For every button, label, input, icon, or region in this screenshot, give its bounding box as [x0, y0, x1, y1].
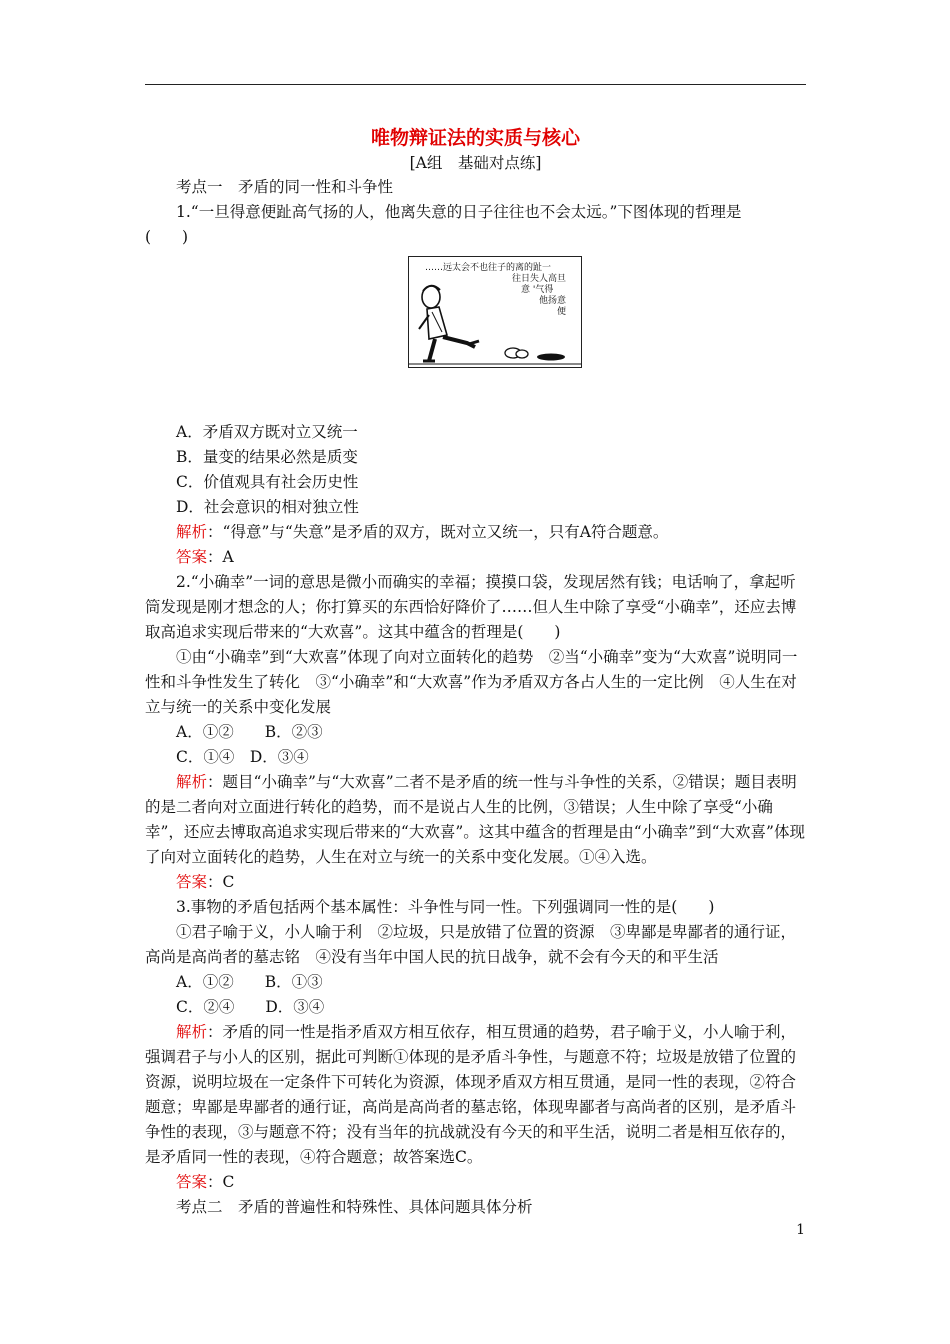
- q2-analysis: [145, 770, 806, 870]
- analysis-label: 解析: [176, 523, 208, 541]
- q1-figure-area: [145, 250, 806, 420]
- q1-answer: [145, 545, 806, 570]
- q1-stem-bracket: ( ): [145, 228, 189, 246]
- analysis-label: 解析: [176, 1023, 208, 1041]
- page-title: 唯物辩证法的实质与核心: [370, 127, 580, 149]
- cartoon-image: [408, 256, 582, 368]
- q2-options-row2: C．①④ D．③④: [176, 748, 309, 766]
- answer-label: 答案: [176, 548, 208, 566]
- group-subtitle: [A组 基础对点练]: [409, 154, 542, 172]
- answer-label: 答案: [176, 873, 208, 891]
- cartoon-caption-3: 意 '气得: [521, 285, 554, 295]
- q1-stem: 1.“一旦得意便趾高气扬的人，他离失意的日子往往也不会太远。”下图体现的哲理是: [176, 203, 742, 221]
- header-rule: [145, 84, 806, 85]
- q3-statements: ①君子喻于义，小人喻于利 ②垃圾，只是放错了位置的资源 ③卑鄙是卑鄙者的通行证，高尚是高尚者的墓志铭 ④没有当年中国人民的抗日战争，就不会有今天的和平生活: [145, 923, 797, 966]
- q3-answer: [145, 1170, 806, 1195]
- q2-statements: ①由“小确幸”到“大欢喜”体现了向对立面转化的趋势 ②当“小确幸”变为“大欢喜”说明同一性和斗争性发生了转化 ③“小确幸”和“大欢喜”作为矛盾双方各占人生的一定比例 ④人生在对立与统一的关系中变化发展: [145, 648, 798, 716]
- answer-text: ：C: [207, 873, 235, 891]
- q1-analysis: [145, 520, 806, 545]
- document-page: [145, 118, 806, 1220]
- cartoon-caption-4: 他扬意: [539, 296, 567, 306]
- section-heading-1: 考点一 矛盾的同一性和斗争性: [176, 178, 394, 196]
- analysis-text: ：“得意”与“失意”是矛盾的双方，既对立又统一，只有A符合题意。: [207, 523, 669, 541]
- cartoon-caption-2: 往日失人高旦: [512, 274, 567, 284]
- q3-analysis: [145, 1020, 806, 1170]
- page-number: 1: [796, 1222, 805, 1238]
- answer-text: ：C: [207, 1173, 235, 1191]
- q1-option-c: C．价值观具有社会历史性: [176, 473, 359, 491]
- q2-options-row1: A．①② B．②③: [176, 723, 323, 741]
- q2-answer: [145, 870, 806, 895]
- q3-options-row1: A．①② B．①③: [176, 973, 323, 991]
- answer-text: ：A: [207, 548, 234, 566]
- q3-options-row2: C．②④ D．③④: [176, 998, 325, 1016]
- q1-option-b: B．量变的结果必然是质变: [176, 448, 358, 466]
- analysis-text: ：题目“小确幸”与“大欢喜”二者不是矛盾的统一性与斗争性的关系，②错误；题目表明的是二者向对立面进行转化的趋势，而不是说占人生的比例，③错误；人生中除了享受“小确幸”，还应去博取高追求实现后带来的“大欢喜”。这其中蕴含的哲理是由“小确幸”到“大欢喜”体现了向对立面转化的趋势，人生在对立与统一的关系中变化发展。①④入选。: [145, 773, 805, 866]
- analysis-text: ：矛盾的同一性是指矛盾双方相互依存，相互贯通的趋势，君子喻于义，小人喻于利，强调君子与小人的区别，据此可判断①体现的是矛盾斗争性，与题意不符；垃圾是放错了位置的资源，说明垃圾在一定条件下可转化为资源，体现矛盾双方相互贯通，是同一性的表现，②符合题意；卑鄙是卑鄙者的通行证，高尚是高尚者的墓志铭，体现卑鄙者与高尚者的区别，是矛盾斗争性的表现，③与题意不符；没有当年的抗战就没有今天的和平生活，说明二者是相互依存的，是矛盾同一性的表现，④符合题意；故答案选C。: [145, 1023, 797, 1166]
- answer-label: 答案: [176, 1173, 208, 1191]
- q2-stem: 2.“小确幸”一词的意思是微小而确实的幸福；摸摸口袋，发现居然有钱；电话响了，拿起听筒发现是刚才想念的人；你打算买的东西恰好降价了……但人生中除了享受“小确幸”，还应去博取高追求实现后带来的“大欢喜”。这其中蕴含的哲理是( ): [145, 573, 797, 641]
- q3-stem: 3.事物的矛盾包括两个基本属性：斗争性与同一性。下列强调同一性的是( ): [176, 898, 715, 916]
- q1-option-d: D．社会意识的相对独立性: [176, 498, 359, 516]
- analysis-label: 解析: [176, 773, 208, 791]
- cartoon-caption-5: 便: [557, 307, 567, 317]
- q1-option-a: A．矛盾双方既对立又统一: [176, 423, 358, 441]
- section-heading-2: 考点二 矛盾的普遍性和特殊性、具体问题具体分析: [176, 1198, 533, 1216]
- cartoon-caption-1: ……远太会不也往子的离的趾一: [425, 263, 552, 273]
